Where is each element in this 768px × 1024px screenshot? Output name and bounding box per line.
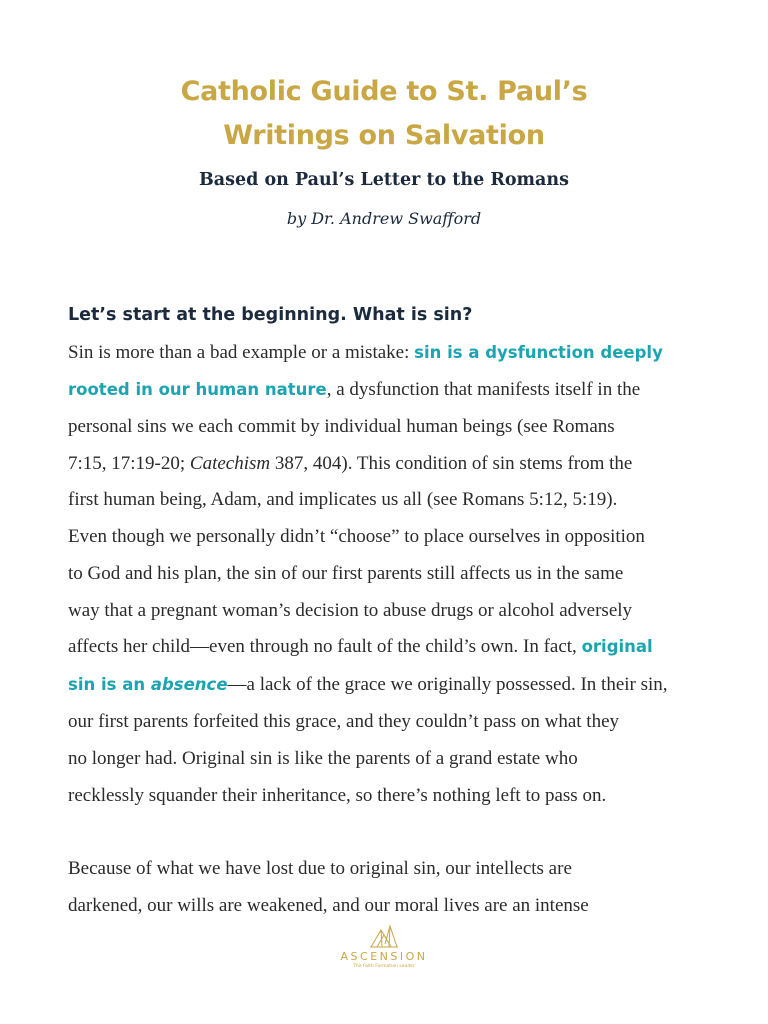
paragraph-line: no longer had. Original sin is like the parents of a grand estate who [68, 748, 578, 769]
paragraph-line: Even though we personally didn’t “choose” to place ourselves in opposition [68, 526, 645, 547]
paragraph-line [68, 671, 668, 699]
paragraph-line: first human being, Adam, and implicates us all (see Romans 5:12, 5:19). [68, 489, 618, 510]
title-line-1: Catholic Guide to St. Paul’s [180, 76, 588, 107]
paragraph-line [68, 376, 640, 404]
italic-text: Catechism [189, 453, 271, 474]
paragraph-line: darkened, our wills are weakened, and our moral lives are an intense [68, 895, 589, 916]
ascension-logo [0, 924, 768, 969]
highlight-text: sin is a dysfunction deeply [414, 343, 663, 362]
body-text: —a lack of the grace we originally possessed. In their sin, [227, 674, 668, 695]
section-heading: Let’s start at the beginning. What is sin? [68, 305, 473, 325]
highlight-italic-text: absence [150, 675, 228, 694]
mountain-logo-icon [369, 924, 399, 948]
highlight-text: sin is an [68, 675, 151, 694]
logo-tagline: The Faith Formation Leader [353, 964, 415, 969]
body-text: 7:15, 17:19-20; [68, 453, 190, 474]
logo-wordmark: ASCENSION [340, 950, 428, 963]
paragraph-line: our first parents forfeited this grace, and they couldn’t pass on what they [68, 711, 620, 732]
paragraph-line [68, 450, 632, 478]
body-text: Sin is more than a bad example or a mistake: [68, 342, 415, 363]
body-text: affects her child—even through no fault of the child’s own. In fact, [68, 636, 582, 657]
paragraph-line: Because of what we have lost due to original sin, our intellects are [68, 858, 572, 879]
highlight-text: original [581, 637, 653, 656]
paragraph-line [68, 339, 663, 367]
body-text: 387, 404). This condition of sin stems from the [270, 453, 633, 474]
document-subtitle: Based on Paul’s Letter to the Romans [199, 170, 569, 190]
paragraph-line: recklessly squander their inheritance, so there’s nothing left to pass on. [68, 785, 607, 806]
document-title [0, 70, 768, 158]
body-text: , a dysfunction that manifests itself in the [326, 379, 641, 400]
paragraph-line: personal sins we each commit by individual human beings (see Romans [68, 416, 615, 437]
title-line-2: Writings on Salvation [223, 120, 545, 151]
highlight-text: rooted in our human nature [68, 380, 327, 399]
paragraph-line: to God and his plan, the sin of our first parents still affects us in the same [68, 563, 624, 584]
paragraph-line: way that a pregnant woman’s decision to abuse drugs or alcohol adversely [68, 600, 633, 621]
paragraph-line [68, 633, 653, 661]
author-byline: by Dr. Andrew Swafford [286, 209, 482, 228]
